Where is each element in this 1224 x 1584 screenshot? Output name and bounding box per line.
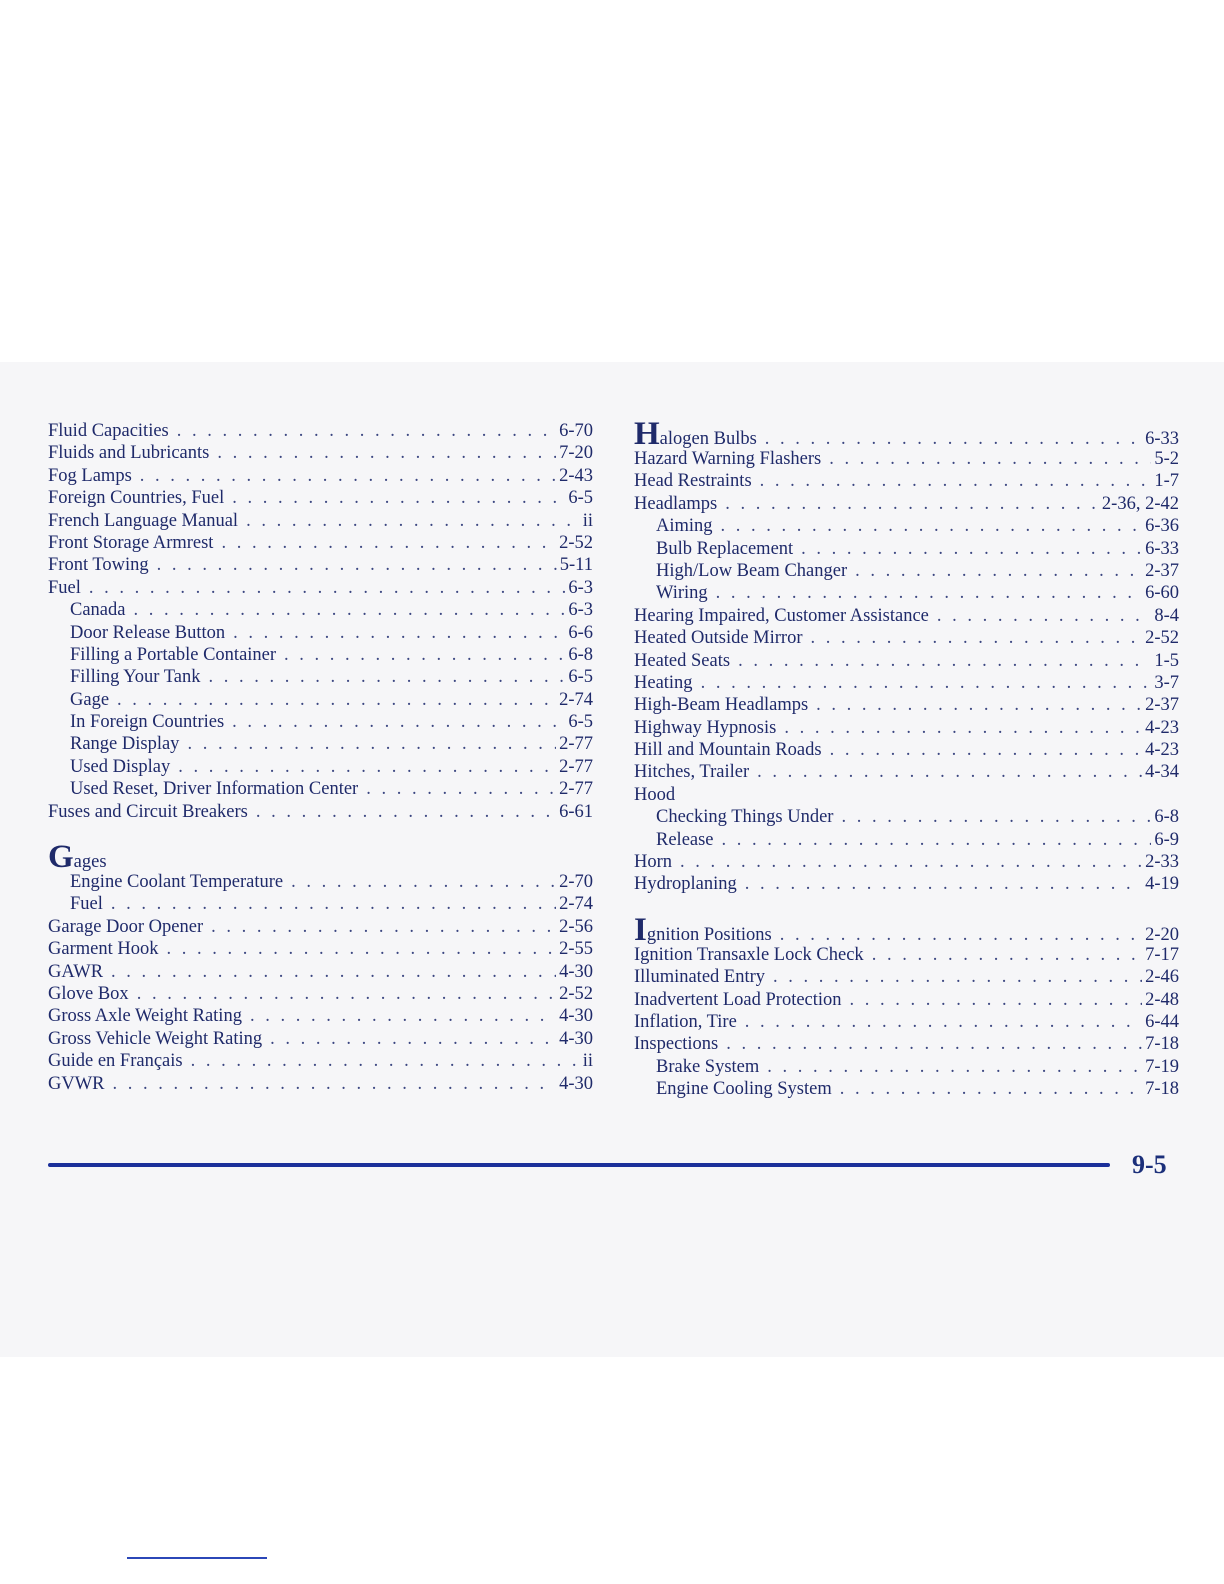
dot-leader (208, 666, 565, 688)
index-entry (634, 873, 1179, 895)
dot-leader (840, 1078, 1142, 1100)
entry-label: Hearing Impaired, Customer Assistance (634, 605, 929, 626)
heading-rest: alogen Bulbs (659, 429, 757, 449)
index-entry (48, 442, 593, 464)
entry-label: Fuel (48, 577, 81, 598)
entry-page: 2-74 (559, 689, 593, 710)
index-entry (634, 448, 1179, 470)
index-entry (48, 1028, 593, 1050)
entry-page: ii (582, 510, 593, 531)
index-subentry (48, 666, 593, 688)
entry-page: 6-5 (568, 712, 593, 733)
entry-label: Head Restraints (634, 471, 752, 492)
entry-page: 2-56 (559, 916, 593, 937)
index-entry (634, 650, 1179, 672)
index-entry (634, 944, 1179, 966)
dot-leader (738, 650, 1151, 672)
index-subentry (48, 733, 593, 755)
entry-label: French Language Manual (48, 510, 239, 531)
entry-page: 6-9 (1154, 829, 1179, 850)
index-entry (634, 739, 1179, 761)
index-column-left (48, 420, 593, 1095)
index-subentry (634, 538, 1179, 560)
entry-page: 2-52 (1145, 628, 1179, 649)
entry-label: Checking Things Under (656, 807, 834, 828)
dot-leader (816, 694, 1142, 716)
index-subentry (48, 756, 593, 778)
entry-label: Used Reset, Driver Information Center (70, 779, 359, 800)
dot-leader (855, 560, 1142, 582)
index-entry (634, 851, 1179, 873)
index-entry (634, 761, 1179, 783)
dot-leader (250, 1005, 556, 1027)
entry-label: Bulb Replacement (656, 538, 794, 559)
entry-page: 2-55 (559, 939, 593, 960)
entry-page: 1-5 (1154, 650, 1179, 671)
heading-rest: gnition Positions (646, 924, 772, 945)
entry-page: 2-43 (559, 465, 593, 486)
dot-leader (140, 465, 556, 487)
entry-label: High-Beam Headlamps (634, 695, 809, 716)
entry-label: Horn (634, 852, 673, 873)
entry-label: Heating (634, 672, 693, 693)
index-entry (48, 420, 593, 442)
entry-page: 3-7 (1154, 672, 1179, 693)
entry-label: Ignition Transaxle Lock Check (634, 944, 864, 965)
entry-page: 2-36, 2-42 (1101, 493, 1179, 514)
entry-page: 2-70 (559, 872, 593, 893)
index-entry (634, 989, 1179, 1011)
index-section-heading (634, 416, 1179, 452)
entry-page: 1-7 (1154, 471, 1179, 492)
entry-label: In Foreign Countries (70, 712, 225, 733)
entry-page: 6-61 (559, 801, 593, 822)
entry-label: Fluids and Lubricants (48, 443, 210, 464)
entry-page: 6-33 (1145, 538, 1179, 559)
dot-leader (157, 554, 557, 576)
entry-page: 2-37 (1145, 695, 1179, 716)
dot-leader (291, 871, 556, 893)
entry-page: 4-34 (1145, 762, 1179, 783)
entry-label: Headlamps (634, 493, 718, 514)
entry-label: Hitches, Trailer (634, 762, 750, 783)
dot-leader (191, 1050, 580, 1072)
entry-label: Glove Box (48, 983, 129, 1004)
entry-page: 4-30 (559, 1006, 593, 1027)
entry-page: 4-19 (1145, 874, 1179, 895)
entry-label: Heated Outside Mirror (634, 628, 803, 649)
dot-leader (801, 538, 1142, 560)
entry-label: High/Low Beam Changer (656, 560, 848, 581)
dot-leader (872, 944, 1142, 966)
heading-initial: H (634, 416, 660, 452)
dot-leader (113, 1073, 557, 1095)
entry-label: Brake System (656, 1056, 760, 1077)
entry-label: Range Display (70, 734, 180, 755)
index-subentry (634, 582, 1179, 604)
dot-leader (270, 1028, 556, 1050)
entry-page: 6-5 (568, 667, 593, 688)
index-entry (634, 1033, 1179, 1055)
index-entry (634, 1011, 1179, 1033)
entry-label: Gross Axle Weight Rating (48, 1006, 242, 1027)
entry-label: Canada (70, 600, 126, 621)
entry-page: 2-77 (559, 734, 593, 755)
index-entry (48, 510, 593, 532)
index-entry (48, 938, 593, 960)
dot-leader (137, 983, 556, 1005)
entry-label: Fluid Capacities (48, 421, 169, 441)
dot-leader (111, 893, 556, 915)
bottom-link-line (127, 1557, 267, 1559)
entry-label: Front Storage Armrest (48, 532, 214, 553)
index-entry (634, 717, 1179, 739)
index-subentry (48, 599, 593, 621)
dot-leader (232, 711, 565, 733)
entry-page: 2-77 (559, 756, 593, 777)
dot-leader (187, 733, 556, 755)
index-entry (634, 784, 1179, 806)
entry-label: Aiming (656, 516, 713, 537)
entry-page: 4-23 (1145, 717, 1179, 738)
dot-leader (89, 577, 565, 599)
dot-leader (111, 961, 556, 983)
dot-leader (211, 916, 556, 938)
dot-leader (117, 689, 556, 711)
entry-label: Inadvertent Load Protection (634, 989, 842, 1010)
entry-label: Fog Lamps (48, 465, 132, 486)
index-entry (634, 470, 1179, 492)
entry-page: 5-2 (1154, 449, 1179, 469)
dot-leader (716, 582, 1142, 604)
entry-page: 4-30 (559, 1028, 593, 1049)
entry-label: GAWR (48, 961, 104, 982)
dot-leader (221, 532, 556, 554)
index-entry (634, 694, 1179, 716)
entry-label: Hood (634, 784, 676, 805)
entry-label: Illuminated Entry (634, 967, 766, 988)
index-entry (48, 961, 593, 983)
entry-label: GVWR (48, 1073, 105, 1094)
dot-leader (701, 672, 1152, 694)
index-entry (634, 966, 1179, 988)
entry-page: 2-52 (559, 532, 593, 553)
dot-leader (256, 801, 556, 823)
dot-leader (725, 493, 1099, 515)
dot-leader (233, 622, 565, 644)
entry-label: Gage (70, 689, 110, 710)
entry-label: Garage Door Opener (48, 916, 204, 937)
entry-page: 7-18 (1145, 1079, 1179, 1100)
dot-leader (178, 756, 556, 778)
entry-page: 8-4 (1154, 605, 1179, 626)
dot-leader (246, 510, 580, 532)
entry-label: Door Release Button (70, 622, 226, 643)
dot-leader (680, 851, 1142, 873)
index-entry (634, 627, 1179, 649)
entry-label: Used Display (70, 756, 171, 777)
entry-page: 2-46 (1145, 967, 1179, 988)
dot-leader (726, 1033, 1142, 1055)
entry-label: Garment Hook (48, 939, 159, 960)
entry-page: 6-36 (1145, 516, 1179, 537)
index-section-heading (48, 839, 593, 876)
dot-leader (784, 717, 1142, 739)
index-subentry (48, 711, 593, 733)
entry-label: Fuses and Circuit Breakers (48, 801, 248, 822)
index-subentry (48, 893, 593, 915)
entry-label: Wiring (656, 583, 708, 604)
entry-label: Filling Your Tank (70, 667, 201, 688)
dot-leader (133, 599, 565, 621)
entry-page: 6-33 (1145, 429, 1179, 449)
entry-page: 2-33 (1145, 852, 1179, 873)
entry-page: 4-30 (559, 1073, 593, 1094)
index-entry (48, 554, 593, 576)
index-entry (48, 532, 593, 554)
footer-rule (48, 1163, 1110, 1167)
entry-page: ii (582, 1051, 593, 1072)
entry-label: Gross Vehicle Weight Rating (48, 1028, 263, 1049)
entry-label: Engine Coolant Temperature (70, 872, 284, 893)
entry-page: 2-48 (1145, 989, 1179, 1010)
index-entry (48, 983, 593, 1005)
entry-label: Hill and Mountain Roads (634, 740, 822, 761)
entry-label: Heated Seats (634, 650, 731, 671)
index-subentry (48, 778, 593, 800)
entry-label: Engine Cooling System (656, 1079, 832, 1100)
dot-leader (850, 989, 1143, 1011)
entry-page: 6-8 (568, 644, 593, 665)
index-subentry (634, 515, 1179, 537)
dot-leader (721, 515, 1143, 537)
entry-page: 7-17 (1145, 944, 1179, 965)
index-entry (634, 672, 1179, 694)
index-entry (48, 1073, 593, 1095)
entry-page: 2-77 (559, 779, 593, 800)
index-entry (634, 605, 1179, 627)
entry-label: Inflation, Tire (634, 1011, 737, 1032)
dot-leader (166, 938, 556, 960)
dot-leader (811, 627, 1143, 649)
entry-label: Release (656, 829, 714, 850)
entry-page: 7-18 (1145, 1034, 1179, 1055)
index-subentry (634, 1078, 1179, 1100)
entry-label: Fuel (70, 894, 103, 915)
entry-page: 6-3 (568, 577, 593, 598)
entry-page: 7-20 (559, 443, 593, 464)
entry-page: 6-60 (1145, 583, 1179, 604)
entry-page: 2-52 (559, 983, 593, 1004)
index-subentry (634, 829, 1179, 851)
dot-leader (841, 806, 1151, 828)
heading-initial: G (48, 839, 74, 876)
index-entry (48, 1050, 593, 1072)
heading-initial: I (634, 911, 647, 948)
index-entry (48, 577, 593, 599)
index-subentry (634, 560, 1179, 582)
dot-leader (830, 739, 1143, 761)
entry-page: 6-70 (559, 421, 593, 441)
dot-leader (284, 644, 565, 666)
entry-page: 5-11 (559, 555, 593, 576)
dot-leader (366, 778, 556, 800)
entry-page: 6-3 (568, 600, 593, 621)
dot-leader (937, 605, 1151, 627)
entry-page: 6-5 (568, 488, 593, 509)
index-section-heading (634, 911, 1179, 948)
entry-page: 2-37 (1145, 560, 1179, 581)
dot-leader (177, 420, 556, 442)
dot-leader (722, 829, 1152, 851)
entry-label: Inspections (634, 1034, 719, 1055)
index-subentry (48, 644, 593, 666)
page-number: 9-5 (1132, 1150, 1167, 1179)
entry-page: 6-6 (568, 622, 593, 643)
dot-leader (829, 448, 1151, 470)
index-subentry (48, 689, 593, 711)
index-subentry (48, 622, 593, 644)
dot-leader (757, 761, 1142, 783)
index-subentry (48, 871, 593, 893)
dot-leader (232, 487, 565, 509)
index-entry (48, 916, 593, 938)
index-column-right (634, 416, 1179, 1101)
dot-leader (760, 470, 1152, 492)
entry-page: 4-23 (1145, 740, 1179, 761)
entry-label: Foreign Countries, Fuel (48, 488, 225, 509)
entry-page: 6-8 (1154, 807, 1179, 828)
entry-label: Front Towing (48, 555, 149, 576)
entry-page: 7-19 (1145, 1056, 1179, 1077)
index-subentry (634, 806, 1179, 828)
index-entry (48, 465, 593, 487)
dot-leader (773, 966, 1142, 988)
dot-leader (767, 1056, 1142, 1078)
entry-label: Hazard Warning Flashers (634, 449, 822, 469)
index-subentry (634, 1056, 1179, 1078)
index-entry (48, 1005, 593, 1027)
entry-label: Filling a Portable Container (70, 644, 277, 665)
index-entry (634, 493, 1179, 515)
dot-leader (745, 873, 1142, 895)
entry-label: Hydroplaning (634, 874, 737, 895)
entry-page: 6-44 (1145, 1011, 1179, 1032)
index-entry (48, 801, 593, 823)
dot-leader (217, 442, 556, 464)
entry-page: 2-74 (559, 894, 593, 915)
index-entry (48, 487, 593, 509)
dot-leader (745, 1011, 1142, 1033)
entry-page: 4-30 (559, 961, 593, 982)
entry-label: Guide en Français (48, 1051, 183, 1072)
entry-label: Highway Hypnosis (634, 717, 777, 738)
entry-page: 2-20 (1145, 924, 1179, 945)
heading-rest: ages (73, 852, 107, 873)
